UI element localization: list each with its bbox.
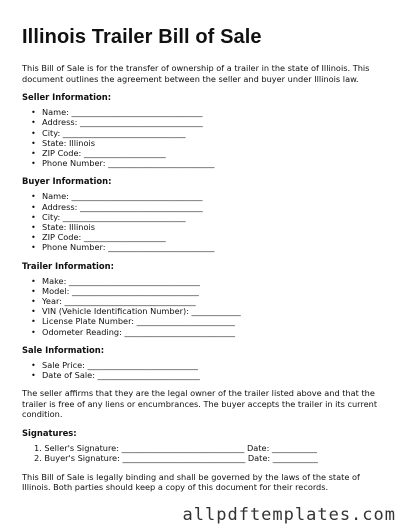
buyer-list xyxy=(22,191,388,252)
seller-name-line: • Name: ________________________________ xyxy=(31,107,388,117)
trailer-year-line: • Year: ________________________________ xyxy=(31,296,388,306)
closing-paragraph: This Bill of Sale is legally binding and shall be governed by the laws of the state of Illinois. Both parties should keep a copy of this document for their records. xyxy=(22,471,360,493)
document-title: Illinois Trailer Bill of Sale xyxy=(22,26,262,48)
buyer-zip-line: • ZIP Code: ____________________ xyxy=(31,232,388,242)
trailer-vin-line: • VIN (Vehicle Identification Number): ____________ xyxy=(31,306,388,316)
trailer-odometer-line: • Odometer Reading: ___________________________ xyxy=(31,327,388,337)
seller-city-line: • City: ______________________________ xyxy=(31,128,388,138)
seller-phone-line: • Phone Number: __________________________ xyxy=(31,158,388,168)
buyer-signature-line: 2. Buyer's Signature: ______________________________ Date: ___________ xyxy=(34,453,318,464)
buyer-name-line: • Name: ________________________________ xyxy=(31,191,388,201)
seller-list xyxy=(22,107,388,168)
trailer-make-line: • Make: ________________________________ xyxy=(31,276,388,286)
buyer-phone-line: • Phone Number: __________________________ xyxy=(31,242,388,252)
trailer-model-line: • Model: _______________________________ xyxy=(31,286,388,296)
intro-paragraph: This Bill of Sale is for the transfer of ownership of a trailer in the state of Illinois. This document outlines the agreement between the seller and buyer under Illinois law. xyxy=(22,63,370,84)
buyer-city-line: • City: ______________________________ xyxy=(31,212,388,222)
site-watermark: allpdftemplates.com xyxy=(182,505,396,525)
seller-address-line: • Address: ______________________________ xyxy=(31,117,388,127)
signatures-heading: Signatures: xyxy=(22,428,77,439)
buyer-state-line: • State: Illinois xyxy=(31,222,388,232)
sale-date-line: • Date of Sale: _________________________ xyxy=(31,370,388,380)
trailer-heading: Trailer Information: xyxy=(22,260,114,271)
signatures-list xyxy=(22,443,388,464)
buyer-address-line: • Address: ______________________________ xyxy=(31,202,388,212)
seller-state-line: • State: Illinois xyxy=(31,138,388,148)
ownership-statement: The seller affirms that they are the legal owner of the trailer listed above and that the trailer is free of any liens or encumbrances. The buyer accepts the trailer in its current condition. xyxy=(22,388,378,420)
buyer-heading: Buyer Information: xyxy=(22,176,112,187)
sale-heading: Sale Information: xyxy=(22,344,105,355)
trailer-list xyxy=(22,276,388,337)
seller-heading: Seller Information: xyxy=(22,92,112,103)
seller-zip-line: • ZIP Code: ____________________ xyxy=(31,148,388,158)
sale-list xyxy=(22,360,388,380)
sale-price-line: • Sale Price: ___________________________ xyxy=(31,360,388,370)
trailer-plate-line: • License Plate Number: ________________________ xyxy=(31,316,388,326)
seller-signature-line: 1. Seller's Signature: ______________________________ Date: ___________ xyxy=(34,443,317,454)
